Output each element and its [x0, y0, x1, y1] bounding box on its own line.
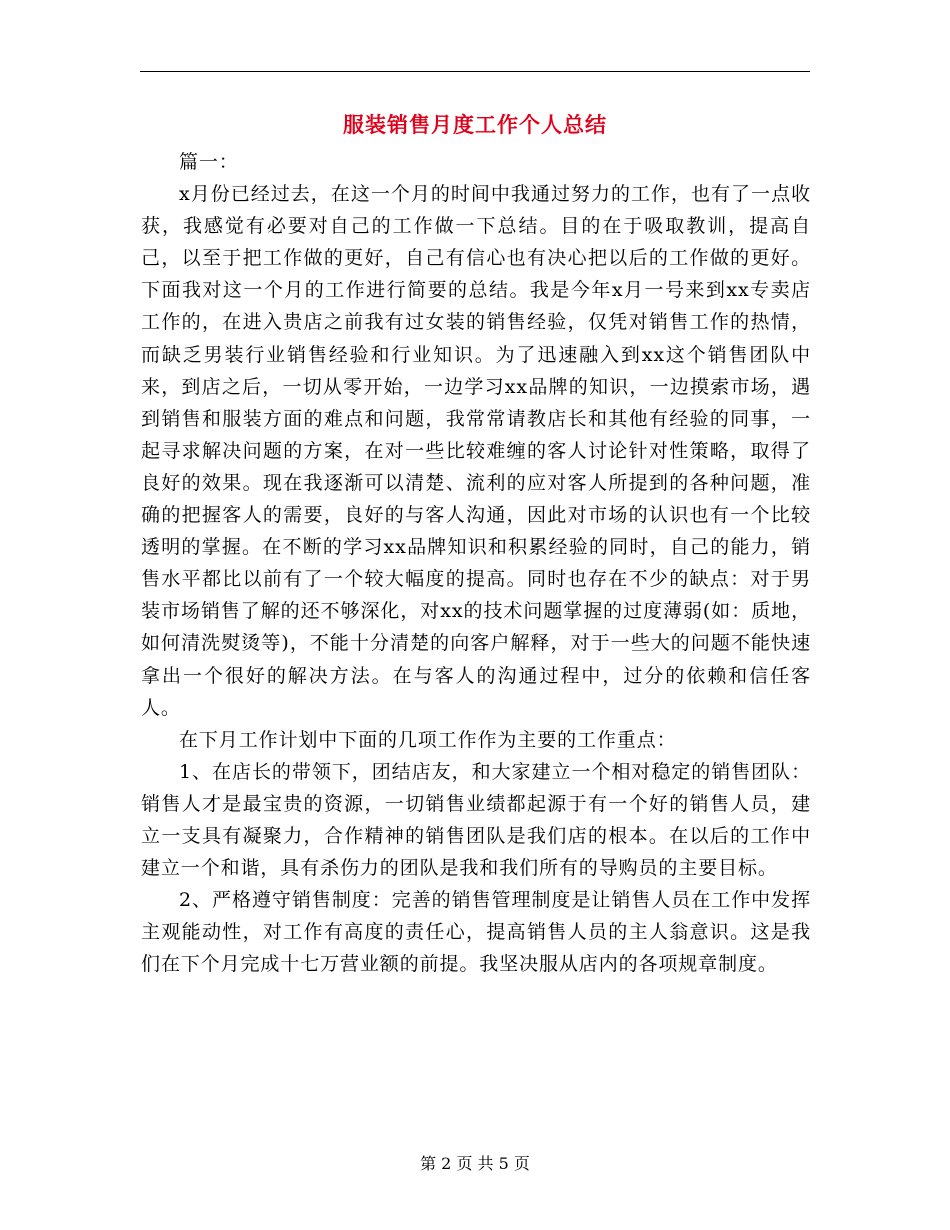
document-body [141, 146, 811, 980]
section-label: 篇一： [179, 151, 239, 173]
paragraph-summary: x月份已经过去，在这一个月的时间中我通过努力的工作，也有了一点收获，我感觉有必要对自己的工作做一下总结。目的在于吸取教训，提高自己，以至于把工作做的更好，自己有信心也有决心把以后的工作做的更好。下面我对这一个月的工作进行简要的总结。我是今年x月一号来到xx专卖店工作的，在进入贵店之前我有过女装的销售经验，仅凭对销售工作的热情，而缺乏男装行业销售经验和行业知识。为了迅速融入到xx这个销售团队中来，到店之后，一切从零开始，一边学习xx品牌的知识，一边摸索市场，遇到销售和服装方面的难点和问题，我常常请教店长和其他有经验的同事，一起寻求解决问题的方案，在对一些比较难缠的客人讨论针对性策略，取得了良好的效果。现在我逐渐可以清楚、流利的应对客人所提到的各种问题，准确的把握客人的需要，良好的与客人沟通，因此对市场的认识也有一个比较透明的掌握。在不断的学习xx品牌知识和积累经验的同时，自己的能力，销售水平都比以前有了一个较大幅度的提高。同时也存在不少的缺点：对于男装市场销售了解的还不够深化，对xx的技术问题掌握的过度薄弱(如：质地，如何清洗熨烫等)，不能十分清楚的向客户解释，对于一些大的问题不能快速拿出一个很好的解决方法。在与客人的沟通过程中，过分的依赖和信任客人。 [141, 183, 811, 719]
page-number: 第 2 页 共 5 页 [420, 1154, 530, 1173]
paragraph-plan-item-2: 2、严格遵守销售制度：完善的销售管理制度是让销售人员在工作中发挥主观能动性，对工作有高度的责任心，提高销售人员的主人翁意识。这是我们在下个月完成十七万营业额的前提。我坚决服从店内的各项规章制度。 [141, 889, 811, 976]
paragraph-plan-item-1: 1、在店长的带领下，团结店友，和大家建立一个相对稳定的销售团队：销售人才是最宝贵的资源，一切销售业绩都起源于有一个好的销售人员，建立一支具有凝聚力，合作精神的销售团队是我们店的根本。在以后的工作中建立一个和谐，具有杀伤力的团队是我和我们所有的导购员的主要目标。 [141, 760, 811, 880]
document-title: 服装销售月度工作个人总结 [343, 112, 607, 137]
paragraph-plan-intro: 在下月工作计划中下面的几项工作作为主要的工作重点： [179, 728, 677, 751]
header-rule [140, 71, 810, 72]
